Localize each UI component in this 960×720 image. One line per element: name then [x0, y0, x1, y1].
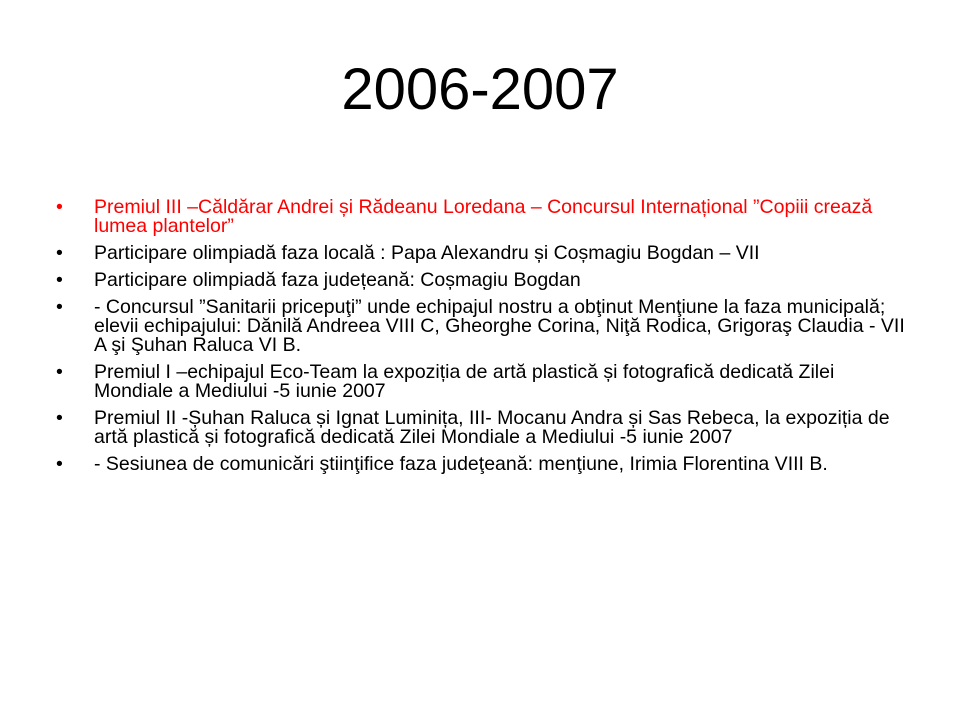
list-item-text: Premiul I –echipajul Eco-Team la expoziția de artă plastică și fotografică dedicată Zilei Mondiale a Mediului -5 iunie 2007: [94, 361, 835, 402]
list-item-text: - Concursul ”Sanitarii pricepuţi” unde echipajul nostru a obţinut Menţiune la faza municipală; elevii echipajului: Dănilă Andreea VIII C, Gheorghe Corina, Niţă Rodica, Grigoraş Claudia - VII A şi Şuhan Raluca VI B.: [94, 296, 905, 356]
slide-title: 2006-2007: [341, 57, 619, 122]
bullet-icon: •: [56, 407, 63, 429]
list-item: [56, 271, 916, 290]
bullet-icon: •: [56, 196, 63, 218]
list-item: [56, 363, 916, 401]
list-item-text: Premiul II -Șuhan Raluca și Ignat Luminița, III- Mocanu Andra și Sas Rebeca, la expoziția de artă plastică și fotografică dedicată Zilei Mondiale a Mediului -5 iunie 2007: [94, 407, 890, 448]
list-item: [56, 198, 916, 236]
list-item-text: Participare olimpiadă faza județeană: Coșmagiu Bogdan: [94, 269, 581, 291]
bullet-icon: •: [56, 296, 63, 318]
bullet-icon: •: [56, 269, 63, 291]
bullet-list: [56, 198, 916, 482]
bullet-icon: •: [56, 453, 63, 475]
list-item: [56, 455, 916, 474]
list-item-text: Participare olimpiadă faza locală : Papa Alexandru și Coșmagiu Bogdan – VII: [94, 242, 760, 264]
list-item: [56, 298, 916, 355]
bullet-icon: •: [56, 242, 63, 264]
list-item: [56, 409, 916, 447]
list-item-text: Premiul III –Căldărar Andrei și Rădeanu Loredana – Concursul Internațional ”Copiii crează lumea plantelor”: [94, 196, 873, 237]
bullet-icon: •: [56, 361, 63, 383]
list-item: [56, 244, 916, 263]
list-item-text: - Sesiunea de comunicări ştiinţifice faza judeţeană: menţiune, Irimia Florentina VIII B.: [94, 453, 828, 475]
